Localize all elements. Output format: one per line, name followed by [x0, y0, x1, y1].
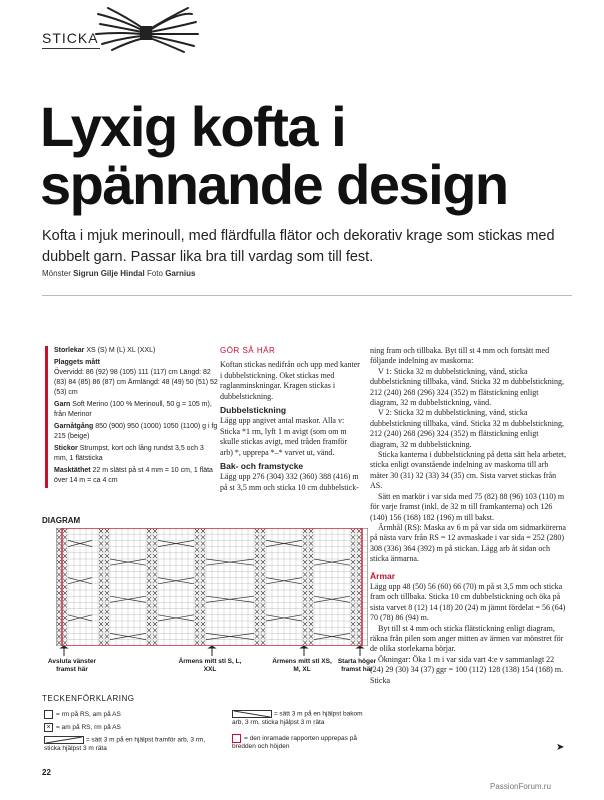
divider: [42, 295, 572, 296]
dubbelstickning-text: Lägg upp angivet antal maskor. Alla v: Sticka *1 rm, lyft 1 m avigt (som om m skulle stickas avigt, med tråden framför arb) *, upprepa *–* varvet ut, vänd.: [220, 416, 348, 457]
x-square-icon: ×: [44, 723, 53, 732]
col3-p1: ning fram och tillbaka. Byt till st 4 mm och fortsätt med följande indelning av maskorna:: [370, 346, 550, 366]
headline-line-1: Lyxig kofta i: [40, 95, 346, 158]
section-underline: [42, 48, 100, 49]
headline-line-2: spännande design: [40, 153, 508, 216]
instructions-heading: GÖR SÅ HÄR: [220, 346, 276, 355]
legend-knit: = rm på RS, am på AS: [44, 710, 194, 719]
yarn-skein-icon: [92, 2, 202, 54]
article-headline: [40, 95, 580, 216]
spec-yarn: Garn Soft Merino (100 % Merinoull, 50 g = 105 m), från Merinor: [54, 401, 212, 418]
diagram-label-sleeve-b: Ärmens mitt stl XS, M, XL: [272, 658, 332, 673]
designer-name: Sigrun Gilje Hindal: [73, 269, 145, 278]
diagram-title: DIAGRAM: [42, 516, 81, 525]
continue-arrow-icon: ➤: [556, 742, 565, 753]
subheading-armar: Ärmar: [370, 570, 396, 581]
lead-paragraph: Kofta i mjuk merinoull, med flärdfulla flätor och dekorativ krage som stickas med dubbelt garn. Passar lika bra till vardag som till fest.: [42, 228, 555, 265]
col3-p2: V 1: Sticka 32 m dubbelstickning, vänd, sticka dubbelstickning tillbaka, vänd. Sticka 32 m dubbelstickning, 212 (240) 268 (296) 324 (352) m flätstickning enligt diagram, 32 m dubbelstickning, vänd.: [370, 366, 564, 408]
legend-purl: × = am på RS, rm på AS: [44, 723, 194, 732]
diagram-label-left: Avsluta vänster framst här: [47, 658, 97, 673]
intro-text: Koftan stickas nedifrån och upp med kanter i dubbelstickning. Oket stickas med raglanminskningar. Kragen stickas i dubbelstickning.: [220, 360, 360, 401]
legend-cable-back: = sätt 3 m på en hjälpst bakom arb, 3 rm, sticka hjälpst 3 m räta: [232, 710, 363, 726]
pattern-specs: [45, 346, 218, 488]
empty-square-icon: [44, 710, 53, 719]
red-square-icon: [232, 734, 241, 743]
knitting-chart: [56, 528, 368, 646]
diagram-label-right: Starta höger framst här: [337, 658, 377, 673]
col3-p6: Ärmhål (RS): Maska av 6 m på var sida om sidmarkörerna på nästa varv från RS = 12 avmaskade i var sida = 252 (280) 308 (336) 364 (392) m på stickan. Lägg arb åt sidan och sticka ärmarna.: [370, 522, 566, 564]
instructions-column-2: [220, 346, 360, 493]
cable-back-icon: [232, 710, 272, 718]
page-number: 22: [42, 768, 51, 777]
legend-cable-front: = sätt 3 m på en hjälpst framför arb, 3 rm, sticka hjälpst 3 m räta: [44, 736, 206, 752]
instructions-column-3: [370, 346, 568, 686]
credit-line: [42, 269, 195, 278]
col3-p3: V 2: Sticka 32 m dubbelstickning, vänd, sticka dubbelstickning tillbaka, vänd. Sticka 32 m dubbelstickning, 212 (240) 268 (296) 324 (352) m flätstickning enligt diagram, 32 m dubbelstickning.: [370, 408, 564, 449]
col3-p7: Lägg upp 48 (50) 56 (60) 66 (70) m på st 3,5 mm och sticka fram och tillbaka. Sticka 10 cm dubbelstickning och öka på sista varvet 8 (12) 14 (18) 20 (24) m jämnt fördelat = 56 (64) 70 (78) 86 (94) m.: [370, 581, 566, 623]
section-label: STICKA: [42, 30, 99, 46]
watermark: PassionForum.ru: [490, 782, 551, 791]
photo-label: Foto: [146, 269, 163, 278]
col3-p9: Ökningar: Öka 1 m i var sida vart 4:e v sammanlagt 22 (24) 29 (30) 34 (37) ggr = 100 (112) 128 (138) 154 (168) m. Sticka: [370, 654, 564, 685]
spec-measurements: Plaggets mått Övervidd: 86 (92) 98 (105) 111 (117) cm Längd: 82 (83) 84 (85) 86 (87) cm Ärmlängd: 48 (49) 50 (51) 52 (53) cm: [54, 359, 218, 396]
legend-repeat: = den inramade rapporten upprepas på bredden och höjden: [232, 735, 357, 751]
spec-sizes: Storlekar XS (S) M (L) XL (XXL): [54, 347, 156, 354]
col3-p4: Sticka kanterna i dubbelstickning på detta sätt hela arbetet, sticka enligt ovanstående indelning av maskorna till arb mäter 30 (31) 32 (33) 34 (35) cm. Sista varvet stickas från AS.: [370, 450, 567, 491]
col3-p5: Sätt en markör i var sida med 75 (82) 88 (96) 103 (110) m för varje framst (inkl. de 32 m till framkanterna) och 126 (140) 156 (168) 182 (196) m till bakst.: [370, 491, 565, 522]
legend-title: TECKENFÖRKLARING: [42, 694, 135, 703]
diagram-arrows: [56, 646, 368, 658]
spec-needles: Stickor Strumpst, kort och lång rundst 3,5 och 3 mm, 1 flätsticka: [54, 445, 204, 462]
bak-framstycke-text: Lägg upp 276 (304) 332 (360) 388 (416) m på st 3,5 mm och sticka 10 cm dubbelstick-: [220, 472, 359, 492]
col3-p8: Byt till st 4 mm och sticka flätstickning enligt diagram, räkna från pilen som anger mitten av ärmen var mönstret för de olika storlekarna börjar.: [370, 623, 564, 654]
photographer-name: Garnius: [165, 269, 196, 278]
subheading-bak-framstycke: Bak- och framstycke: [220, 461, 304, 472]
subheading-dubbelstickning: Dubbelstickning: [220, 405, 287, 416]
design-label: Mönster: [42, 269, 71, 278]
diagram-label-sleeve-a: Ärmens mitt stl S, L, XXL: [178, 658, 242, 673]
spec-gauge: Masktäthet 22 m slätst på st 4 mm = 10 cm, 1 fläta över 14 m = ca 4 cm: [54, 467, 213, 484]
cable-front-icon: [44, 736, 84, 744]
spec-yarn-amount: Garnåtgång 850 (900) 950 (1000) 1050 (1100) g i fg 215 (beige): [54, 423, 218, 440]
